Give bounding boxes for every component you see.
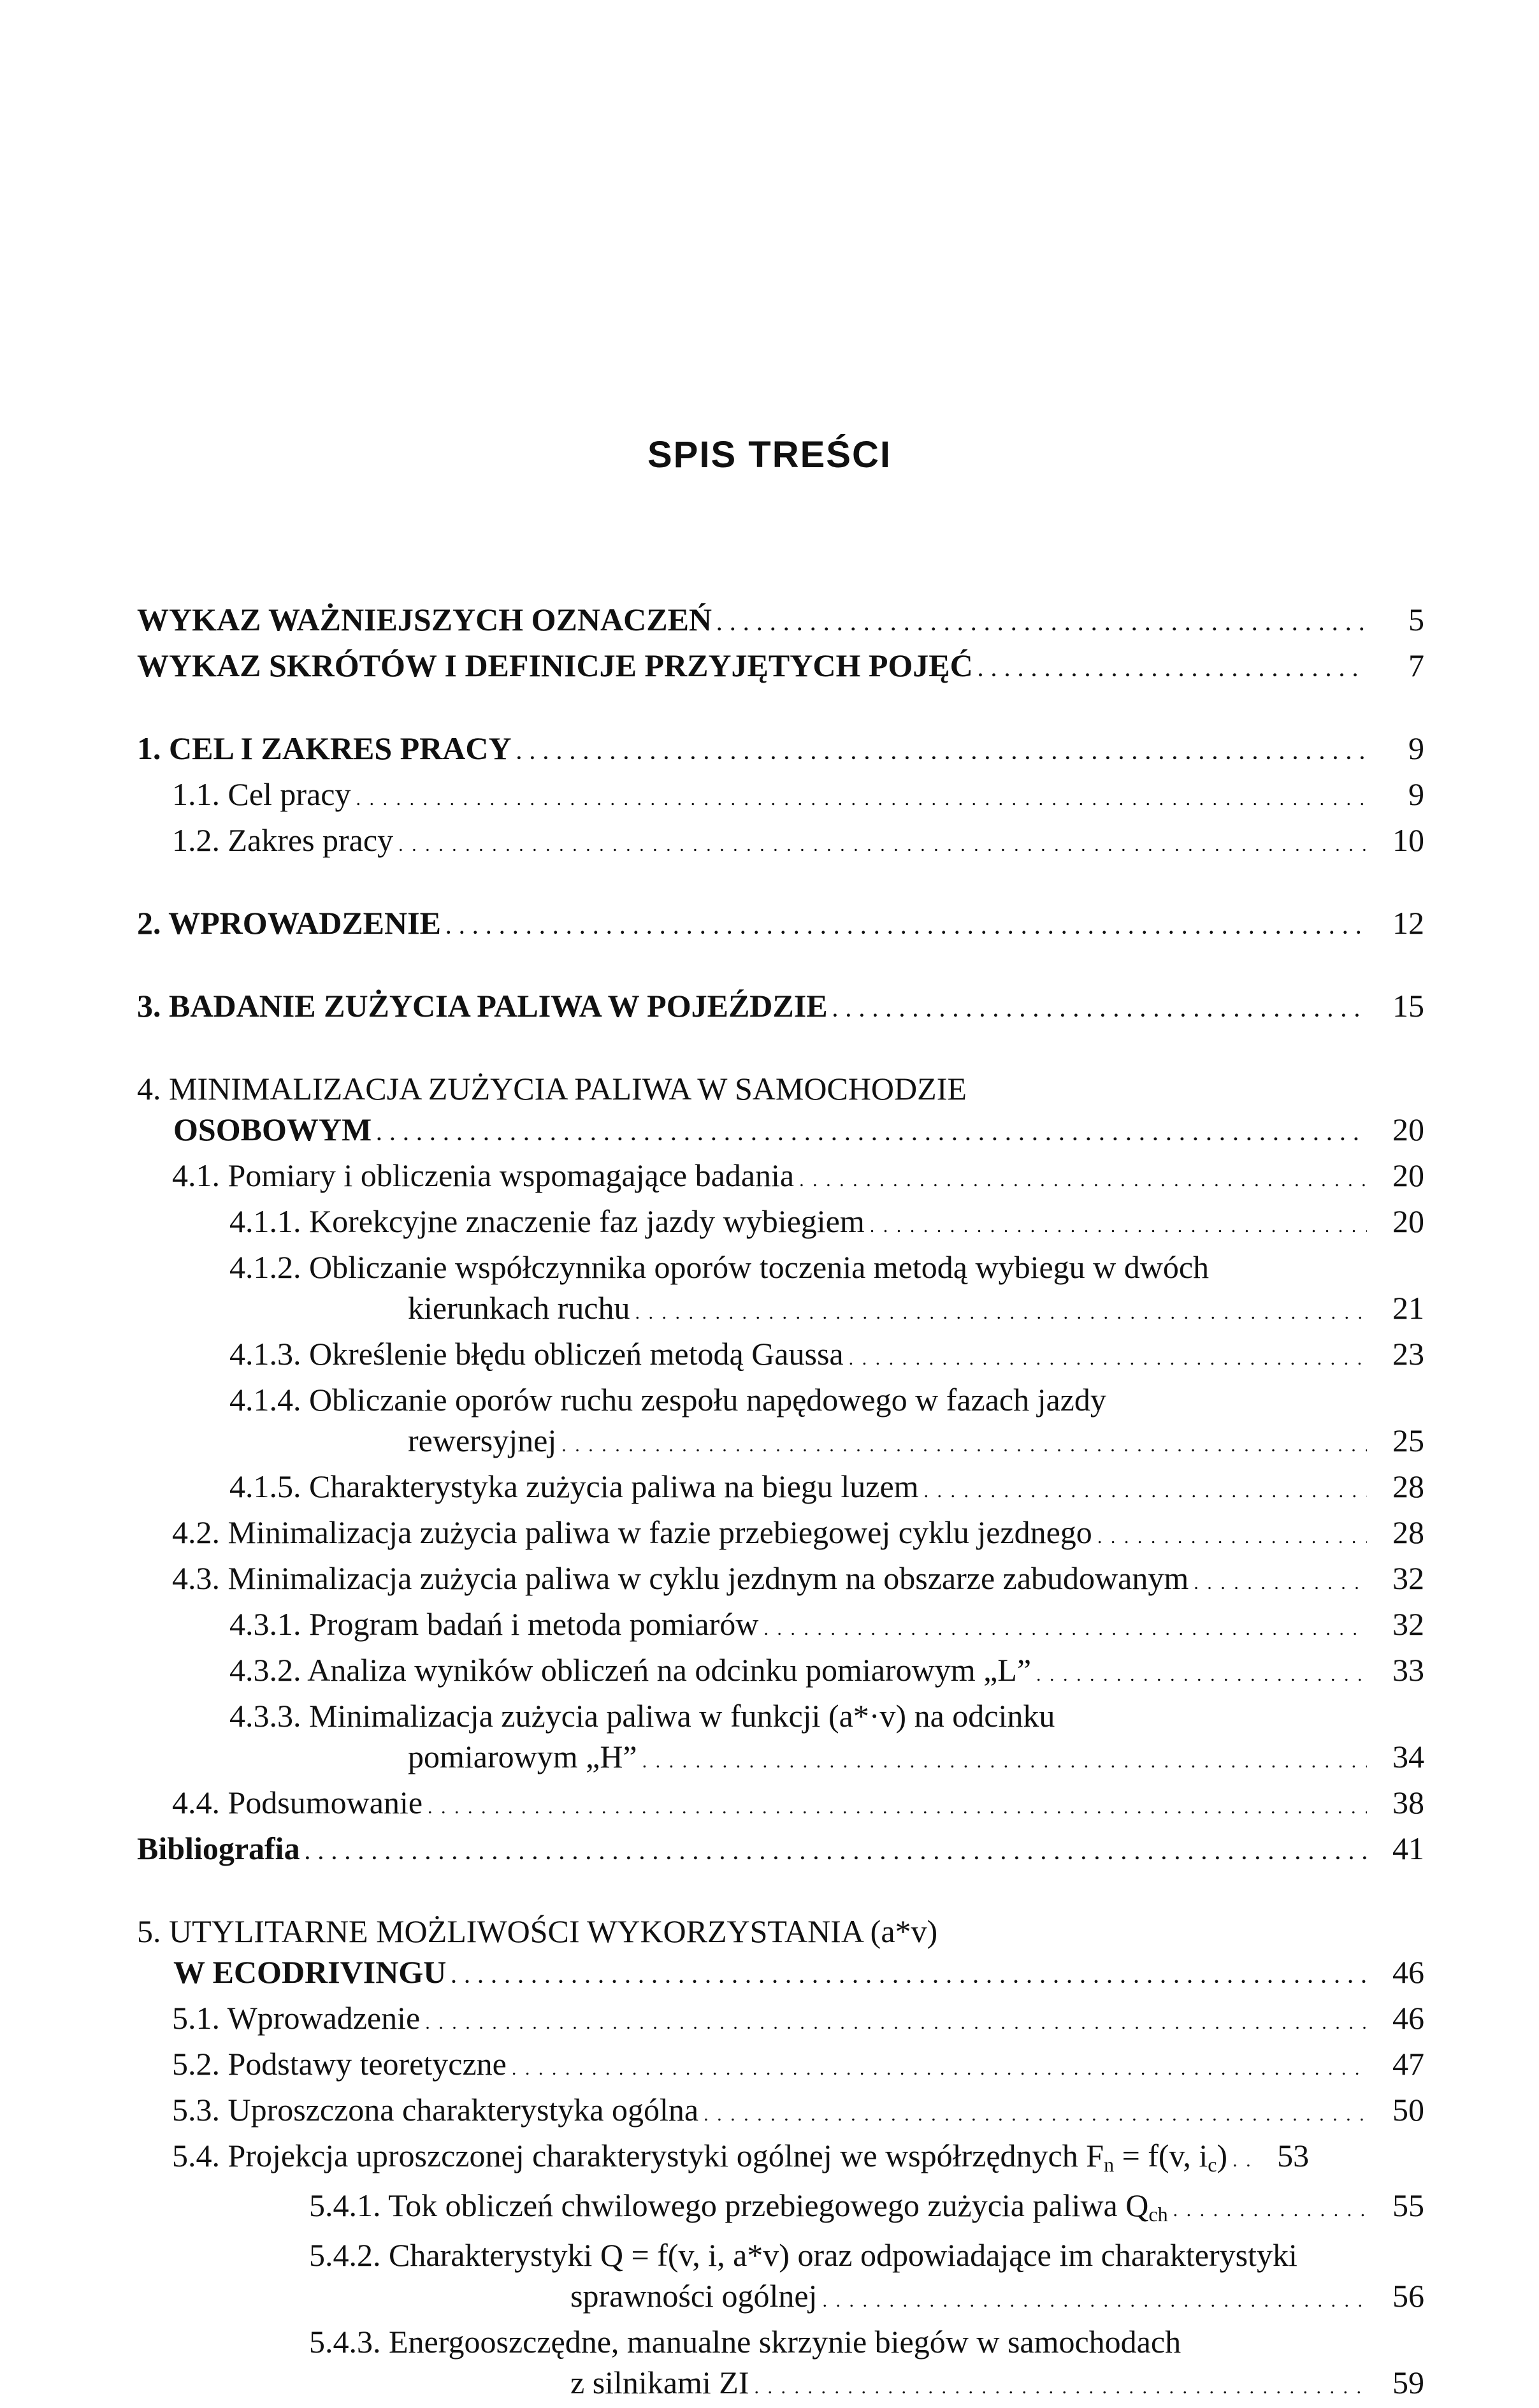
dot-leader (849, 1333, 1367, 1379)
toc-entry-text: 4.3.3. Minimalizacja zużycia paliwa w funkcji (a*·v) na odcinku (229, 1698, 1055, 1734)
dot-leader (561, 1420, 1367, 1466)
page-title: SPIS TREŚCI (647, 434, 892, 475)
dot-leader (924, 1466, 1367, 1512)
toc-entry (137, 1512, 1424, 1558)
dot-leader (833, 985, 1367, 1031)
toc-page-number: 50 (1392, 2092, 1424, 2128)
toc-entry (137, 2321, 1424, 2408)
toc-entry (137, 1201, 1424, 1247)
toc-page-number: 47 (1392, 2046, 1424, 2082)
toc-page-number: 9 (1408, 730, 1424, 766)
toc-page-number: 28 (1392, 1469, 1424, 1504)
toc-entry-text: 4.1.3. Określenie błędu obliczeń metodą Gaussa (229, 1336, 844, 1372)
dot-leader (822, 2275, 1367, 2321)
toc-entry (137, 645, 1424, 691)
toc-entry (137, 1247, 1424, 1333)
dot-leader (428, 1782, 1367, 1828)
toc-page-number: 20 (1392, 1203, 1424, 1239)
toc-entry-text: 3. BADANIE ZUŻYCIA PALIWA W POJEŹDZIE (137, 988, 828, 1024)
toc-entry-text: 4.1.2. Obliczanie współczynnika oporów toczenia metodą wybiegu w dwóch (229, 1249, 1210, 1285)
toc-entry (137, 1333, 1424, 1379)
toc-page-number: 20 (1392, 1157, 1424, 1193)
toc-page-number: 12 (1392, 905, 1424, 941)
toc-entry-text: 4.3. Minimalizacja zużycia paliwa w cyklu jezdnym na obszarze zabudowanym (172, 1560, 1189, 1596)
toc-entry (137, 1068, 1424, 1155)
toc-page-number: 41 (1392, 1831, 1424, 1866)
dot-leader (642, 1736, 1367, 1782)
toc-entry (137, 820, 1424, 866)
toc-entry (137, 1782, 1424, 1828)
toc-entry (137, 774, 1424, 820)
toc-page-number: 25 (1392, 1423, 1424, 1458)
toc-page-number: 34 (1392, 1739, 1424, 1774)
toc-page-number: 15 (1392, 988, 1424, 1024)
dot-leader (356, 774, 1367, 820)
dot-leader (763, 1604, 1367, 1650)
dot-leader (1194, 1558, 1367, 1604)
toc-entry-text: 5.2. Podstawy teoretyczne (172, 2046, 507, 2082)
dot-leader (635, 1287, 1367, 1333)
toc-page-number: 55 (1392, 2187, 1424, 2223)
toc-entry (137, 1650, 1424, 1695)
toc-entry-text: 5. UTYLITARNE MOŻLIWOŚCI WYKORZYSTANIA (a*v) (137, 1913, 938, 1949)
toc-entry-text: 5.4. Projekcja uproszczonej charakterystyki ogólnej we współrzędnych $F_n = f(v$, $i_c$) (172, 2138, 1228, 2176)
toc-entry-text: 1.2. Zakres pracy (172, 822, 394, 858)
toc-entry (137, 903, 1424, 948)
dot-leader (512, 2043, 1367, 2089)
toc-entry-text: 5.4.1. Tok obliczeń chwilowego przebiegowego zużycia paliwa $Q_{ch}$ (309, 2187, 1168, 2226)
toc-entry (137, 1379, 1424, 1466)
toc-entry (137, 599, 1424, 645)
toc-entry (137, 1155, 1424, 1201)
toc-page-number: 32 (1392, 1606, 1424, 1642)
toc-entry (137, 1466, 1424, 1512)
toc-entry (137, 1604, 1424, 1650)
table-of-contents (137, 599, 1424, 2408)
toc-entry-text: 1. CEL I ZAKRES PRACY (137, 730, 512, 766)
toc-entry-text: 2. WPROWADZENIE (137, 905, 441, 941)
toc-entry-text-continued: W ECODRIVINGU (173, 1954, 447, 1990)
toc-page-number: 9 (1408, 776, 1424, 812)
toc-page-number: 21 (1392, 1290, 1424, 1326)
toc-entry-text: 5.3. Uproszczona charakterystyka ogólna (172, 2092, 699, 2128)
toc-entry-text: 1.1. Cel pracy (172, 776, 351, 812)
toc-page-number: 59 (1392, 2365, 1424, 2400)
dot-leader (1232, 2135, 1252, 2181)
toc-entry (137, 2135, 1424, 2185)
dot-leader (704, 2089, 1367, 2135)
dot-leader (425, 1998, 1367, 2043)
toc-entry-text-continued: pomiarowym „H” (408, 1739, 637, 1774)
toc-page-number: 28 (1392, 1514, 1424, 1550)
toc-entry (137, 1911, 1424, 1998)
dot-leader (717, 599, 1367, 645)
toc-page-number: 23 (1392, 1336, 1424, 1372)
toc-entry (137, 2089, 1424, 2135)
toc-entry (137, 985, 1424, 1031)
toc-page-number: 7 (1408, 648, 1424, 683)
dot-leader (1036, 1650, 1367, 1695)
toc-entry (137, 1695, 1424, 1782)
toc-page-number: 46 (1392, 1954, 1424, 1990)
dot-leader (870, 1201, 1367, 1247)
toc-entry-text: 4.1.1. Korekcyjne znaczenie faz jazdy wybiegiem (229, 1203, 865, 1239)
toc-entry-text: 4. MINIMALIZACJA ZUŻYCIA PALIWA W SAMOCHODZIE (137, 1071, 967, 1106)
toc-entry-text: 4.4. Podsumowanie (172, 1785, 423, 1820)
toc-entry (137, 1558, 1424, 1604)
toc-page-number: 53 (1277, 2138, 1310, 2173)
dot-leader (1097, 1512, 1367, 1558)
toc-entry-text-continued: rewersyjnej (408, 1423, 557, 1458)
toc-entry-text-continued: kierunkach ruchu (408, 1290, 630, 1326)
toc-entry (137, 2185, 1424, 2235)
toc-entry-text: 4.1. Pomiary i obliczenia wspomagające badania (172, 1157, 795, 1193)
dot-leader (1173, 2185, 1367, 2231)
dot-leader (446, 903, 1367, 948)
toc-page-number: 38 (1392, 1785, 1424, 1820)
toc-entry-text: 5.4.2. Charakterystyki Q = f(v, i, a*v) oraz odpowiadające im charakterystyki (309, 2237, 1297, 2273)
toc-entry (137, 2043, 1424, 2089)
toc-page-number: 20 (1392, 1112, 1424, 1147)
toc-entry (137, 728, 1424, 774)
toc-page-number: 56 (1392, 2278, 1424, 2314)
toc-page-number: 5 (1408, 602, 1424, 637)
toc-entry-text: 4.3.2. Analiza wyników obliczeń na odcinku pomiarowym „L” (229, 1652, 1032, 1688)
toc-entry-text: WYKAZ SKRÓTÓW I DEFINICJE PRZYJĘTYCH POJĘĆ (137, 648, 973, 683)
toc-entry-text-continued: sprawności ogólnej (570, 2278, 818, 2314)
dot-leader (377, 1109, 1367, 1155)
toc-entry-text: 4.1.5. Charakterystyka zużycia paliwa na biegu luzem (229, 1469, 919, 1504)
toc-entry (137, 1998, 1424, 2043)
toc-entry-text: Bibliografia (137, 1831, 300, 1866)
toc-entry-text: 5.4.3. Energooszczędne, manualne skrzynie biegów w samochodach (309, 2324, 1181, 2360)
toc-entry-text: 4.1.4. Obliczanie oporów ruchu zespołu napędowego w fazach jazdy (229, 1382, 1106, 1418)
dot-leader (978, 645, 1367, 691)
toc-page-number: 46 (1392, 2000, 1424, 2036)
dot-leader (305, 1828, 1367, 1874)
toc-entry (137, 1828, 1424, 1874)
toc-entry-text: WYKAZ WAŻNIEJSZYCH OZNACZEŃ (137, 602, 712, 637)
dot-leader (517, 728, 1367, 774)
dot-leader (799, 1155, 1367, 1201)
toc-entry (137, 2235, 1424, 2321)
toc-entry-text: 5.1. Wprowadzenie (172, 2000, 421, 2036)
toc-entry-text: 4.2. Minimalizacja zużycia paliwa w fazie przebiegowej cyklu jezdnego (172, 1514, 1092, 1550)
toc-page-number: 32 (1392, 1560, 1424, 1596)
toc-page-number: 33 (1392, 1652, 1424, 1688)
dot-leader (398, 820, 1367, 866)
dot-leader (755, 2362, 1368, 2408)
toc-entry-text: 4.3.1. Program badań i metoda pomiarów (229, 1606, 759, 1642)
dot-leader (451, 1952, 1367, 1998)
toc-entry-text-continued: z silnikami ZI (570, 2365, 749, 2400)
toc-entry-text-continued: OSOBOWYM (173, 1112, 372, 1147)
toc-page-number: 10 (1392, 822, 1424, 858)
